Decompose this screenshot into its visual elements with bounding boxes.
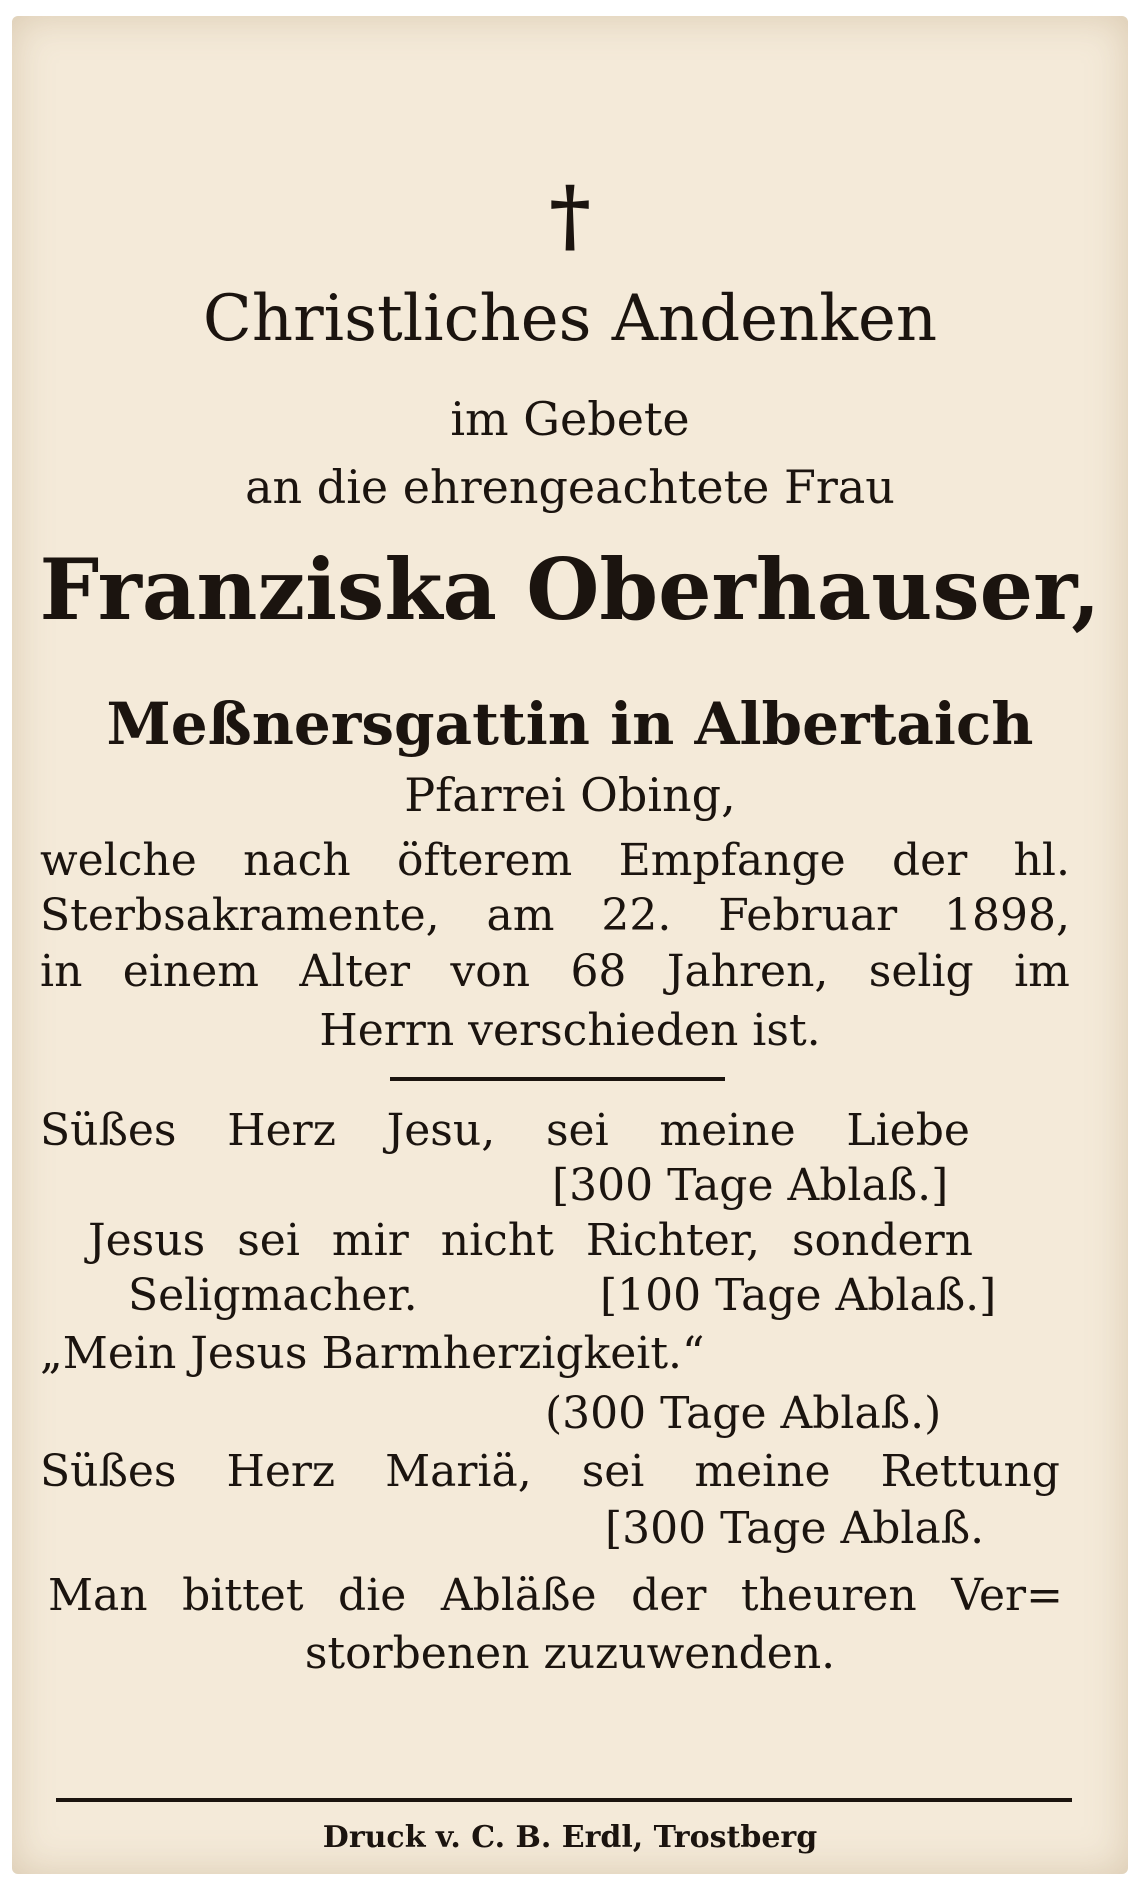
parish-line: Pfarrei Obing, [404,768,736,822]
prayer-2-word: mir [331,1215,409,1266]
prayer-2-indulgence: [100 Tage Ablaß.] [600,1270,997,1321]
body-line-word: Februar [718,890,898,941]
body-last-line: Herrn verschieden ist. [319,1005,821,1056]
prayer-1-word: sei [545,1105,609,1156]
deceased-name: Franziska Oberhauser, [39,540,1101,639]
closing-line-1 [48,1570,1063,1621]
body-line-word: der [891,835,968,886]
prayer-1-word: Herz [227,1105,336,1156]
prayer-2-word: Richter, [585,1215,760,1266]
prayer-2-word: sondern [791,1215,973,1266]
closing-line-1-word: bittet [182,1570,304,1621]
prayer-2-word: nicht [440,1215,554,1266]
card-subheading: im Gebete [450,392,690,446]
body-line-word: 68 [570,946,627,997]
body-line [40,835,1070,886]
prayer-4-word: meine [694,1446,831,1497]
closing-line-1-word: Abläße [440,1570,597,1621]
body-line-word: Jahren, [666,946,829,997]
cross-icon: † [549,168,591,262]
closing-line-1-word: Man [48,1570,148,1621]
deceased-title: Meßnersgattin in Albertaich [106,690,1034,758]
prayer-4-word: Mariä, [385,1446,532,1497]
prayer-2-word: sei [237,1215,300,1266]
body-line-word: 22. [601,890,672,941]
prayer-1-line [40,1105,970,1156]
prayer-2-line [88,1215,973,1266]
printer-credit: Druck v. C. B. Erdl, Trostberg [322,1820,818,1855]
prayer-4-word: Süßes [40,1446,177,1497]
dedication-line: an die ehrengeachtete Frau [245,460,895,514]
prayer-2-continuation: Seligmacher. [128,1270,418,1321]
prayer-1-word: Liebe [846,1105,970,1156]
prayer-1-word: meine [659,1105,796,1156]
body-line-word: einem [122,946,260,997]
prayer-4-word: Herz [226,1446,336,1497]
prayer-3-line: „Mein Jesus Barmherzigkeit.“ [40,1328,705,1379]
prayer-1-indulgence: [300 Tage Ablaß.] [552,1160,949,1211]
body-line-word: hl. [1013,835,1070,886]
body-line-word: Empfange [618,835,846,886]
prayer-4-indulgence: [300 Tage Ablaß. [605,1503,985,1554]
body-line-word: öfterem [396,835,573,886]
footer-rule [56,1798,1072,1802]
body-line-word: welche [40,835,197,886]
closing-line-1-word: der [631,1570,707,1621]
body-line-word: in [40,946,83,997]
closing-line-1-word: theuren [740,1570,917,1621]
body-line [40,946,1070,997]
body-line-word: nach [243,835,351,886]
closing-line-1-word: die [338,1570,407,1621]
prayer-3-indulgence: (300 Tage Ablaß.) [545,1388,942,1439]
prayer-1-word: Jesu, [386,1105,496,1156]
body-line-word: im [1014,946,1070,997]
prayer-4-word: Rettung [880,1446,1060,1497]
body-line-word: von [450,946,531,997]
divider-rule [390,1077,725,1081]
body-line-word: Sterbsakramente, [40,890,440,941]
prayer-4-line [40,1446,1060,1497]
body-line [40,890,1070,941]
prayer-4-word: sei [581,1446,645,1497]
body-line-word: am [486,890,555,941]
body-line-word: Alter [299,946,410,997]
body-line-word: selig [868,946,974,997]
prayer-1-word: Süßes [40,1105,177,1156]
card-heading: Christliches Andenken [202,282,938,356]
prayer-2-word: Jesus [88,1215,206,1266]
closing-line-2: storbenen zuzuwenden. [304,1628,836,1679]
body-line-word: 1898, [944,890,1070,941]
closing-line-1-word: Ver= [951,1570,1063,1621]
